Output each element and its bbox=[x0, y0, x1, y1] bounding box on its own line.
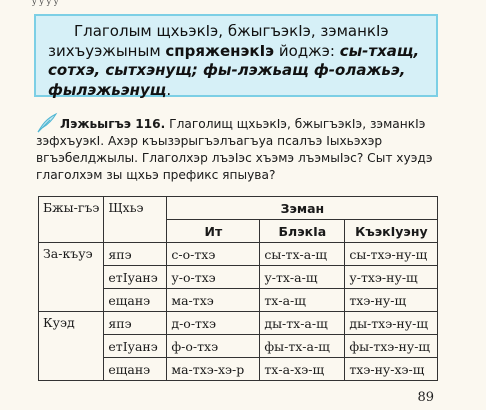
cell-future: тхэ-ну-щ bbox=[345, 289, 438, 312]
cell-present: сы-тх-а-щ bbox=[260, 243, 345, 266]
group-label-singular: За-къуэ bbox=[39, 243, 104, 312]
previous-text-fragment: у у у у bbox=[32, 0, 59, 6]
grammar-rule-box bbox=[34, 14, 438, 97]
cell-past: ма-тхэ-хэ-р bbox=[167, 358, 260, 381]
cell-present: у-тх-а-щ bbox=[260, 266, 345, 289]
cell-person: етIуанэ bbox=[104, 335, 167, 358]
rule-examples: сы-тхащ, сотхэ, сытхэнущ; фы-лэжьащ ф-олажьэ, фылэжьэнущ bbox=[48, 41, 420, 99]
rule-text-end: . bbox=[166, 80, 172, 99]
cell-person: ещанэ bbox=[104, 289, 167, 312]
cell-past: ф-о-тхэ bbox=[167, 335, 260, 358]
cell-present: тх-а-хэ-щ bbox=[260, 358, 345, 381]
cell-person: ещанэ bbox=[104, 358, 167, 381]
cell-future: фы-тхэ-ну-щ bbox=[345, 335, 438, 358]
table-header-row bbox=[39, 197, 438, 220]
cell-past: с-о-тхэ bbox=[167, 243, 260, 266]
header-past: Ит bbox=[167, 220, 260, 243]
table-row bbox=[39, 312, 438, 335]
exercise-text: Глаголищ щхьэкIэ, бжыгъэкIэ, зэманкIэ зэфхъуэкI. Ахэр къызэрыгъэлъагъуа псалъэ Iыхьэхэр вгъэбелджылы. Глаголхэр лъэIэс хъэмэ лъэмыIэс? Сыт хуэдэ глаголхэм зы щхьэ префикс япыува? bbox=[36, 117, 433, 182]
cell-past: д-о-тхэ bbox=[167, 312, 260, 335]
quill-icon bbox=[36, 113, 58, 133]
cell-past: ма-тхэ bbox=[167, 289, 260, 312]
cell-present: тх-а-щ bbox=[260, 289, 345, 312]
page-number: 89 bbox=[417, 390, 434, 405]
exercise-block bbox=[36, 113, 440, 184]
header-present: БлэкIа bbox=[260, 220, 345, 243]
cell-future: тхэ-ну-хэ-щ bbox=[345, 358, 438, 381]
rule-text-part2: йоджэ: bbox=[274, 41, 340, 60]
conjugation-table bbox=[38, 196, 438, 381]
cell-present: фы-тх-а-щ bbox=[260, 335, 345, 358]
rule-term: спряженэкIэ bbox=[165, 41, 275, 60]
header-person: Щхьэ bbox=[104, 197, 167, 243]
cell-person: япэ bbox=[104, 312, 167, 335]
header-number: Бжы-гъэ bbox=[39, 197, 104, 243]
cell-future: ды-тхэ-ну-щ bbox=[345, 312, 438, 335]
cell-past: у-о-тхэ bbox=[167, 266, 260, 289]
cell-present: ды-тх-а-щ bbox=[260, 312, 345, 335]
header-future: КъэкIуэну bbox=[345, 220, 438, 243]
cell-future: у-тхэ-ну-щ bbox=[345, 266, 438, 289]
exercise-title: Лэжьыгъэ 116. bbox=[60, 117, 166, 131]
cell-person: етIуанэ bbox=[104, 266, 167, 289]
table-row bbox=[39, 243, 438, 266]
cell-person: япэ bbox=[104, 243, 167, 266]
rule-text-part1: Глаголым щхьэкIэ, бжыгъэкIэ, зэманкIэ зихъуэжыным bbox=[48, 22, 389, 60]
cell-future: сы-тхэ-ну-щ bbox=[345, 243, 438, 266]
group-label-plural: Куэд bbox=[39, 312, 104, 381]
header-tense: Зэман bbox=[167, 197, 438, 220]
